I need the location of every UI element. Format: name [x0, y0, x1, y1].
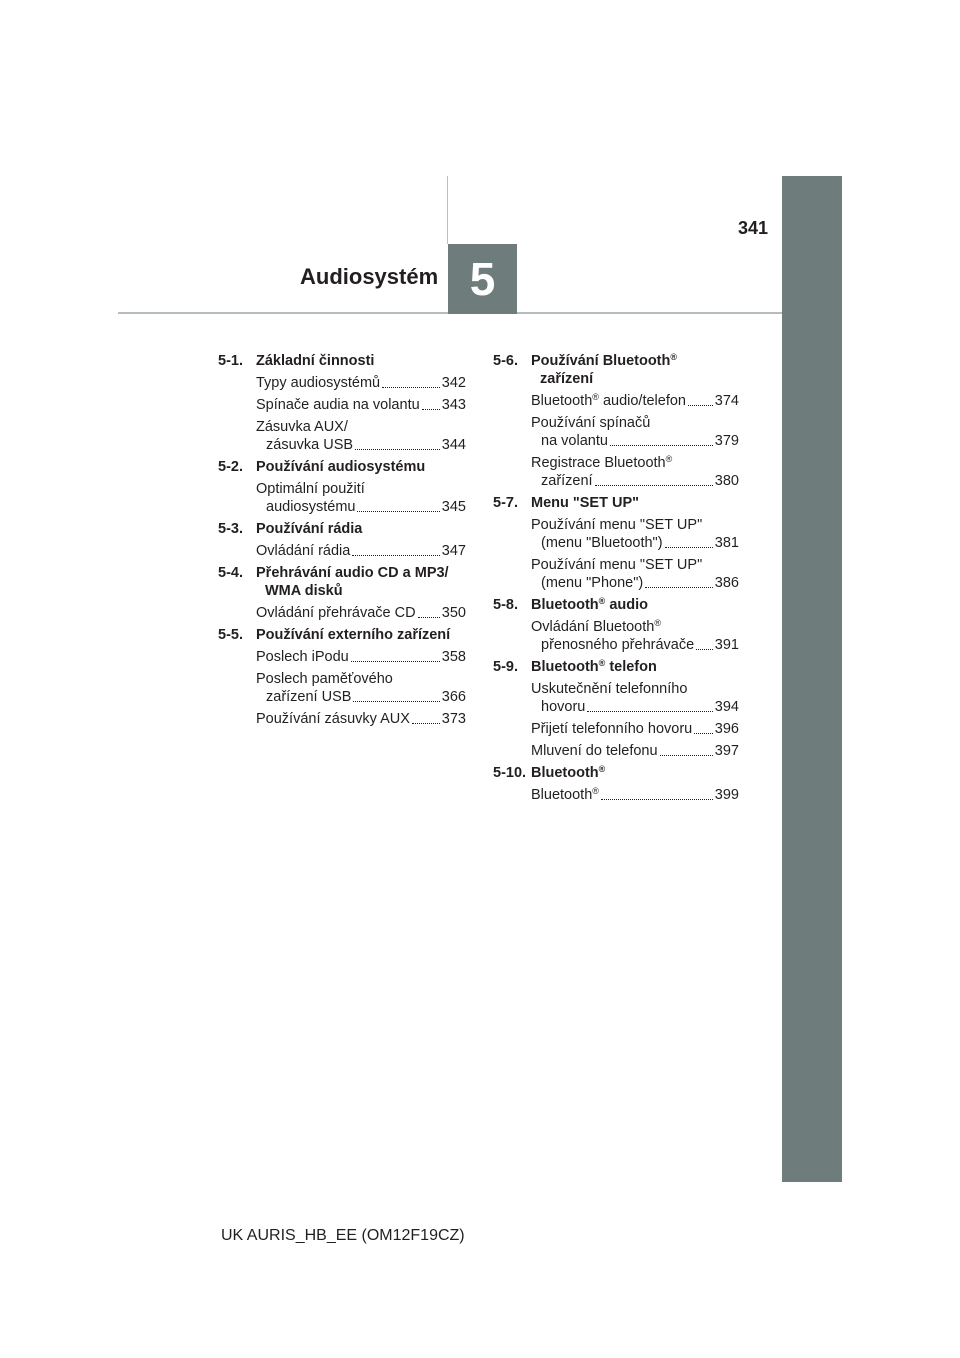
section-title: Používání externího zařízení	[256, 627, 451, 643]
toc-section-5-4[interactable]	[218, 564, 466, 600]
toc-entry[interactable]	[531, 414, 739, 450]
registered-mark: ®	[670, 352, 677, 362]
entry-page: 345	[441, 499, 466, 515]
section-title: Menu "SET UP"	[531, 495, 640, 511]
toc-entry[interactable]	[256, 670, 466, 706]
entry-title: Ovládání rádia	[256, 543, 351, 559]
section-title: Bluetooth	[531, 765, 599, 781]
entry-title: Optimální použití	[256, 481, 365, 497]
entry-title: Poslech iPodu	[256, 649, 349, 665]
entry-page: 342	[441, 375, 466, 391]
section-title-rest: audio	[605, 597, 648, 613]
entry-title: Ovládání Bluetooth	[531, 619, 655, 635]
section-number: 5-6.	[493, 353, 518, 369]
section-number: 5-4.	[218, 565, 243, 581]
entry-page: 358	[441, 649, 466, 665]
toc-entry[interactable]	[531, 680, 739, 716]
section-title: Používání Bluetooth	[531, 353, 671, 369]
entry-page: 366	[441, 689, 466, 705]
registered-mark: ®	[654, 618, 661, 628]
toc-entry[interactable]	[531, 454, 739, 490]
toc-section-5-5[interactable]	[218, 626, 466, 644]
toc-entry[interactable]	[256, 542, 466, 560]
entry-title: Uskutečnění telefonního	[531, 681, 688, 697]
section-title-rest: telefon	[605, 659, 657, 675]
entry-title: Bluetooth	[531, 787, 593, 803]
entry-page: 347	[441, 543, 466, 559]
toc-entry[interactable]	[256, 396, 466, 414]
toc-section-5-9[interactable]	[493, 658, 739, 676]
entry-page: 379	[714, 433, 739, 449]
entry-title: Poslech paměťového	[256, 671, 393, 687]
section-number: 5-7.	[493, 495, 518, 511]
entry-title: Ovládání přehrávače CD	[256, 605, 416, 621]
entry-title: Zásuvka AUX/	[256, 419, 348, 435]
entry-page: 394	[714, 699, 739, 715]
section-number: 5-8.	[493, 597, 518, 613]
registered-mark: ®	[592, 392, 599, 402]
entry-title: Spínače audia na volantu	[256, 397, 420, 413]
toc-entry[interactable]	[256, 604, 466, 622]
section-title: Bluetooth	[531, 659, 599, 675]
entry-page: 396	[714, 721, 739, 737]
toc-section-5-10[interactable]	[493, 764, 739, 782]
entry-page: 391	[714, 637, 739, 653]
section-title: Přehrávání audio CD a MP3/	[256, 565, 449, 581]
entry-title: Používání spínačů	[531, 415, 651, 431]
entry-title-cont: přenosného přehrávače	[541, 637, 695, 653]
registered-mark: ®	[665, 454, 673, 464]
section-title: Bluetooth	[531, 597, 599, 613]
entry-page: 381	[714, 535, 739, 551]
toc-entry[interactable]	[531, 618, 739, 654]
toc-section-5-1[interactable]	[218, 352, 466, 370]
toc-entry[interactable]	[256, 374, 466, 392]
entry-title: Používání menu "SET UP"	[531, 517, 703, 533]
entry-page: 399	[714, 787, 739, 803]
toc-section-5-3[interactable]	[218, 520, 466, 538]
entry-title: Registrace Bluetooth	[531, 455, 666, 471]
entry-page: 343	[441, 397, 466, 413]
registered-mark: ®	[598, 658, 606, 668]
entry-page: 373	[441, 711, 466, 727]
entry-title-cont: zařízení	[541, 473, 593, 489]
toc-entry[interactable]	[531, 392, 739, 410]
page-number: 341	[738, 218, 769, 238]
toc-entry[interactable]	[256, 418, 466, 454]
section-number: 5-10.	[493, 765, 527, 781]
toc-entry[interactable]	[256, 710, 466, 728]
entry-title: Používání zásuvky AUX	[256, 711, 410, 727]
entry-page: 386	[714, 575, 739, 591]
entry-title-cont: na volantu	[541, 433, 608, 449]
section-number: 5-1.	[218, 353, 243, 369]
registered-mark: ®	[598, 764, 606, 774]
toc-column-left	[218, 352, 466, 728]
entry-page: 350	[441, 605, 466, 621]
toc-entry[interactable]	[531, 720, 739, 738]
toc-column-right	[493, 352, 739, 804]
entry-title-cont: zásuvka USB	[266, 437, 354, 453]
entry-page: 380	[714, 473, 739, 489]
entry-page: 374	[714, 393, 739, 409]
toc-section-5-8[interactable]	[493, 596, 739, 614]
section-title: Základní činnosti	[256, 353, 375, 369]
entry-title: Používání menu "SET UP"	[531, 557, 703, 573]
toc-entry[interactable]	[531, 786, 739, 804]
toc-section-5-6[interactable]	[493, 352, 739, 388]
entry-title-cont: hovoru	[541, 699, 586, 715]
section-title: Používání rádia	[256, 521, 363, 537]
entry-title: Mluvení do telefonu	[531, 743, 658, 759]
entry-page: 344	[441, 437, 466, 453]
registered-mark: ®	[592, 786, 599, 796]
toc-entry[interactable]	[531, 742, 739, 760]
toc-entry[interactable]	[531, 516, 739, 552]
entry-title-cont: audiosystému	[266, 499, 356, 515]
toc-entry[interactable]	[256, 648, 466, 666]
section-number: 5-5.	[218, 627, 243, 643]
chapter-title: Audiosystém	[300, 264, 439, 289]
toc-section-5-2[interactable]	[218, 458, 466, 476]
toc-entry[interactable]	[256, 480, 466, 516]
entry-title: Bluetooth	[531, 393, 593, 409]
toc-entry[interactable]	[531, 556, 739, 592]
entry-title-rest: audio/telefon	[598, 393, 686, 409]
registered-mark: ®	[598, 596, 606, 606]
entry-title: Typy audiosystémů	[256, 375, 381, 391]
section-number: 5-9.	[493, 659, 518, 675]
entry-title-cont: (menu "Phone")	[541, 575, 644, 591]
entry-title: Přijetí telefonního hovoru	[531, 721, 693, 737]
entry-title-cont: zařízení USB	[266, 689, 352, 705]
section-title: Používání audiosystému	[256, 459, 426, 475]
section-number: 5-2.	[218, 459, 243, 475]
entry-page: 397	[714, 743, 739, 759]
chapter-side-tab	[782, 176, 842, 1182]
header-divider-vertical	[447, 176, 448, 244]
chapter-number-badge: 5	[448, 244, 517, 314]
section-title-cont: WMA disků	[265, 583, 343, 599]
footer-model-code: UK AURIS_HB_EE (OM12F19CZ)	[221, 1227, 465, 1244]
section-number: 5-3.	[218, 521, 243, 537]
section-title-cont: zařízení	[540, 371, 594, 387]
toc-section-5-7[interactable]	[493, 494, 739, 512]
entry-title-cont: (menu "Bluetooth")	[541, 535, 663, 551]
